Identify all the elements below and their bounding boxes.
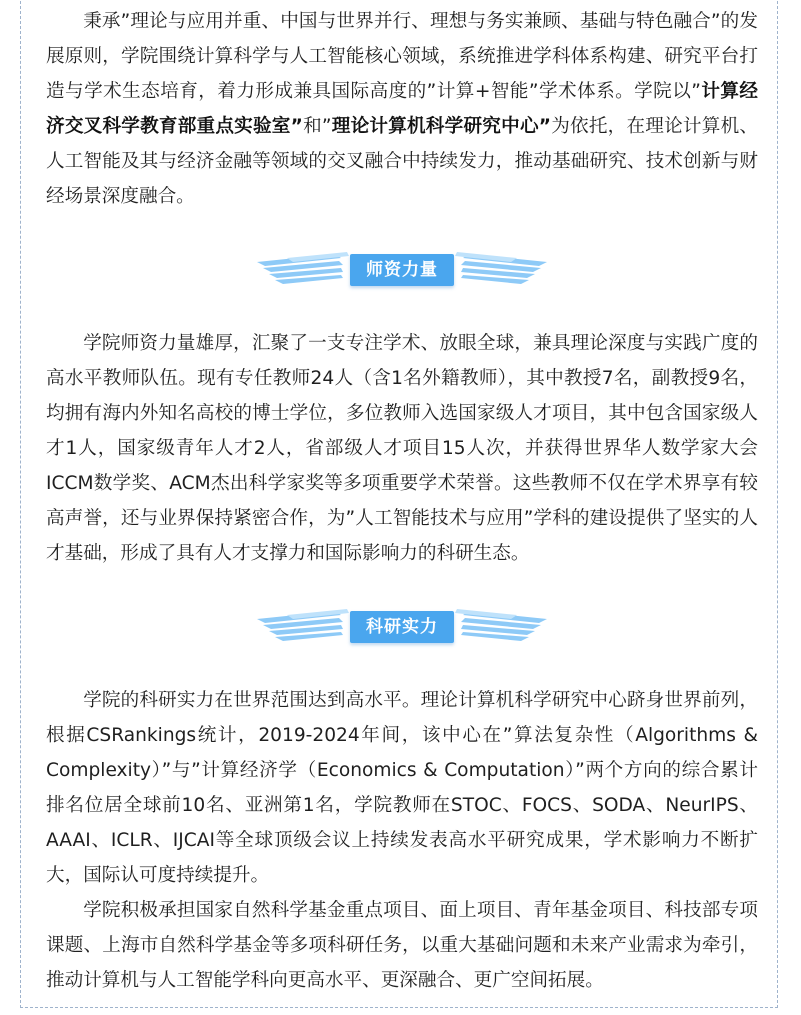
key-lab-name: 计算经济交叉科学教育部重点实验室” [46,81,758,137]
section-heading-faculty [46,214,758,326]
research-paragraph-2: 学院积极承担国家自然科学基金重点项目、面上项目、青年基金项目、科技部专项课题、上海市自然科学基金等多项科研任务，以重大基础问题和未来产业需求为牵引，推动计算机与人工智能学科向更高水平、更深融合、更广空间拓展。 [46,900,758,991]
section-heading-research [46,571,758,683]
section-title-research: 科研实力 [350,611,454,643]
research-center-name: 理论计算机科学研究中心” [331,116,551,137]
article-content [46,4,758,998]
intro-paragraph: 秉承”理论与应用并重、中国与世界并行、理想与务实兼顾、基础与特色融合”的发展原则，学院围绕计算科学与人工智能核心领域，系统推进学科体系构建、研究平台打造与学术生态培育，着力形成兼具国际高度的”计算+智能”学术体系。学院以”计算经济交叉科学教育部重点实验室”和”理论计算机科学研究中心”为依托，在理论计算机、人工智能及其与经济金融等领域的交叉融合中持续发力，推动基础研究、技术创新与财经场景深度融合。 [46,11,758,207]
section-title-faculty: 师资力量 [350,254,454,286]
faculty-paragraph: 学院师资力量雄厚，汇聚了一支专注学术、放眼全球，兼具理论深度与实践广度的高水平教师队伍。现有专任教师24人（含1名外籍教师），其中教授7名，副教授9名，均拥有海内外知名高校的博士学位，多位教师入选国家级人才项目，其中包含国家级人才1人，国家级青年人才2人，省部级人才项目15人次，并获得世界华人数学家大会ICCM数学奖、ACM杰出科学家奖等多项重要学术荣誉。这些教师不仅在学术界享有较高声誉，还与业界保持紧密合作，为”人工智能技术与应用”学科的建设提供了坚实的人才基础，形成了具有人才支撑力和国际影响力的科研生态。 [46,333,758,564]
research-paragraph-1: 学院的科研实力在世界范围达到高水平。理论计算机科学研究中心跻身世界前列，根据CSRankings统计，2019-2024年间，该中心在”算法复杂性（Algorithms & Complexity）”与”计算经济学（Economics & Computation）”两个方向的综合累计排名位居全球前10名、亚洲第1名，学院教师在STOC、FOCS、SODA、NeurIPS、AAAI、ICLR、IJCAI等全球顶级会议上持续发表高水平研究成果，学术影响力不断扩大，国际认可度持续提升。 [46,690,758,886]
